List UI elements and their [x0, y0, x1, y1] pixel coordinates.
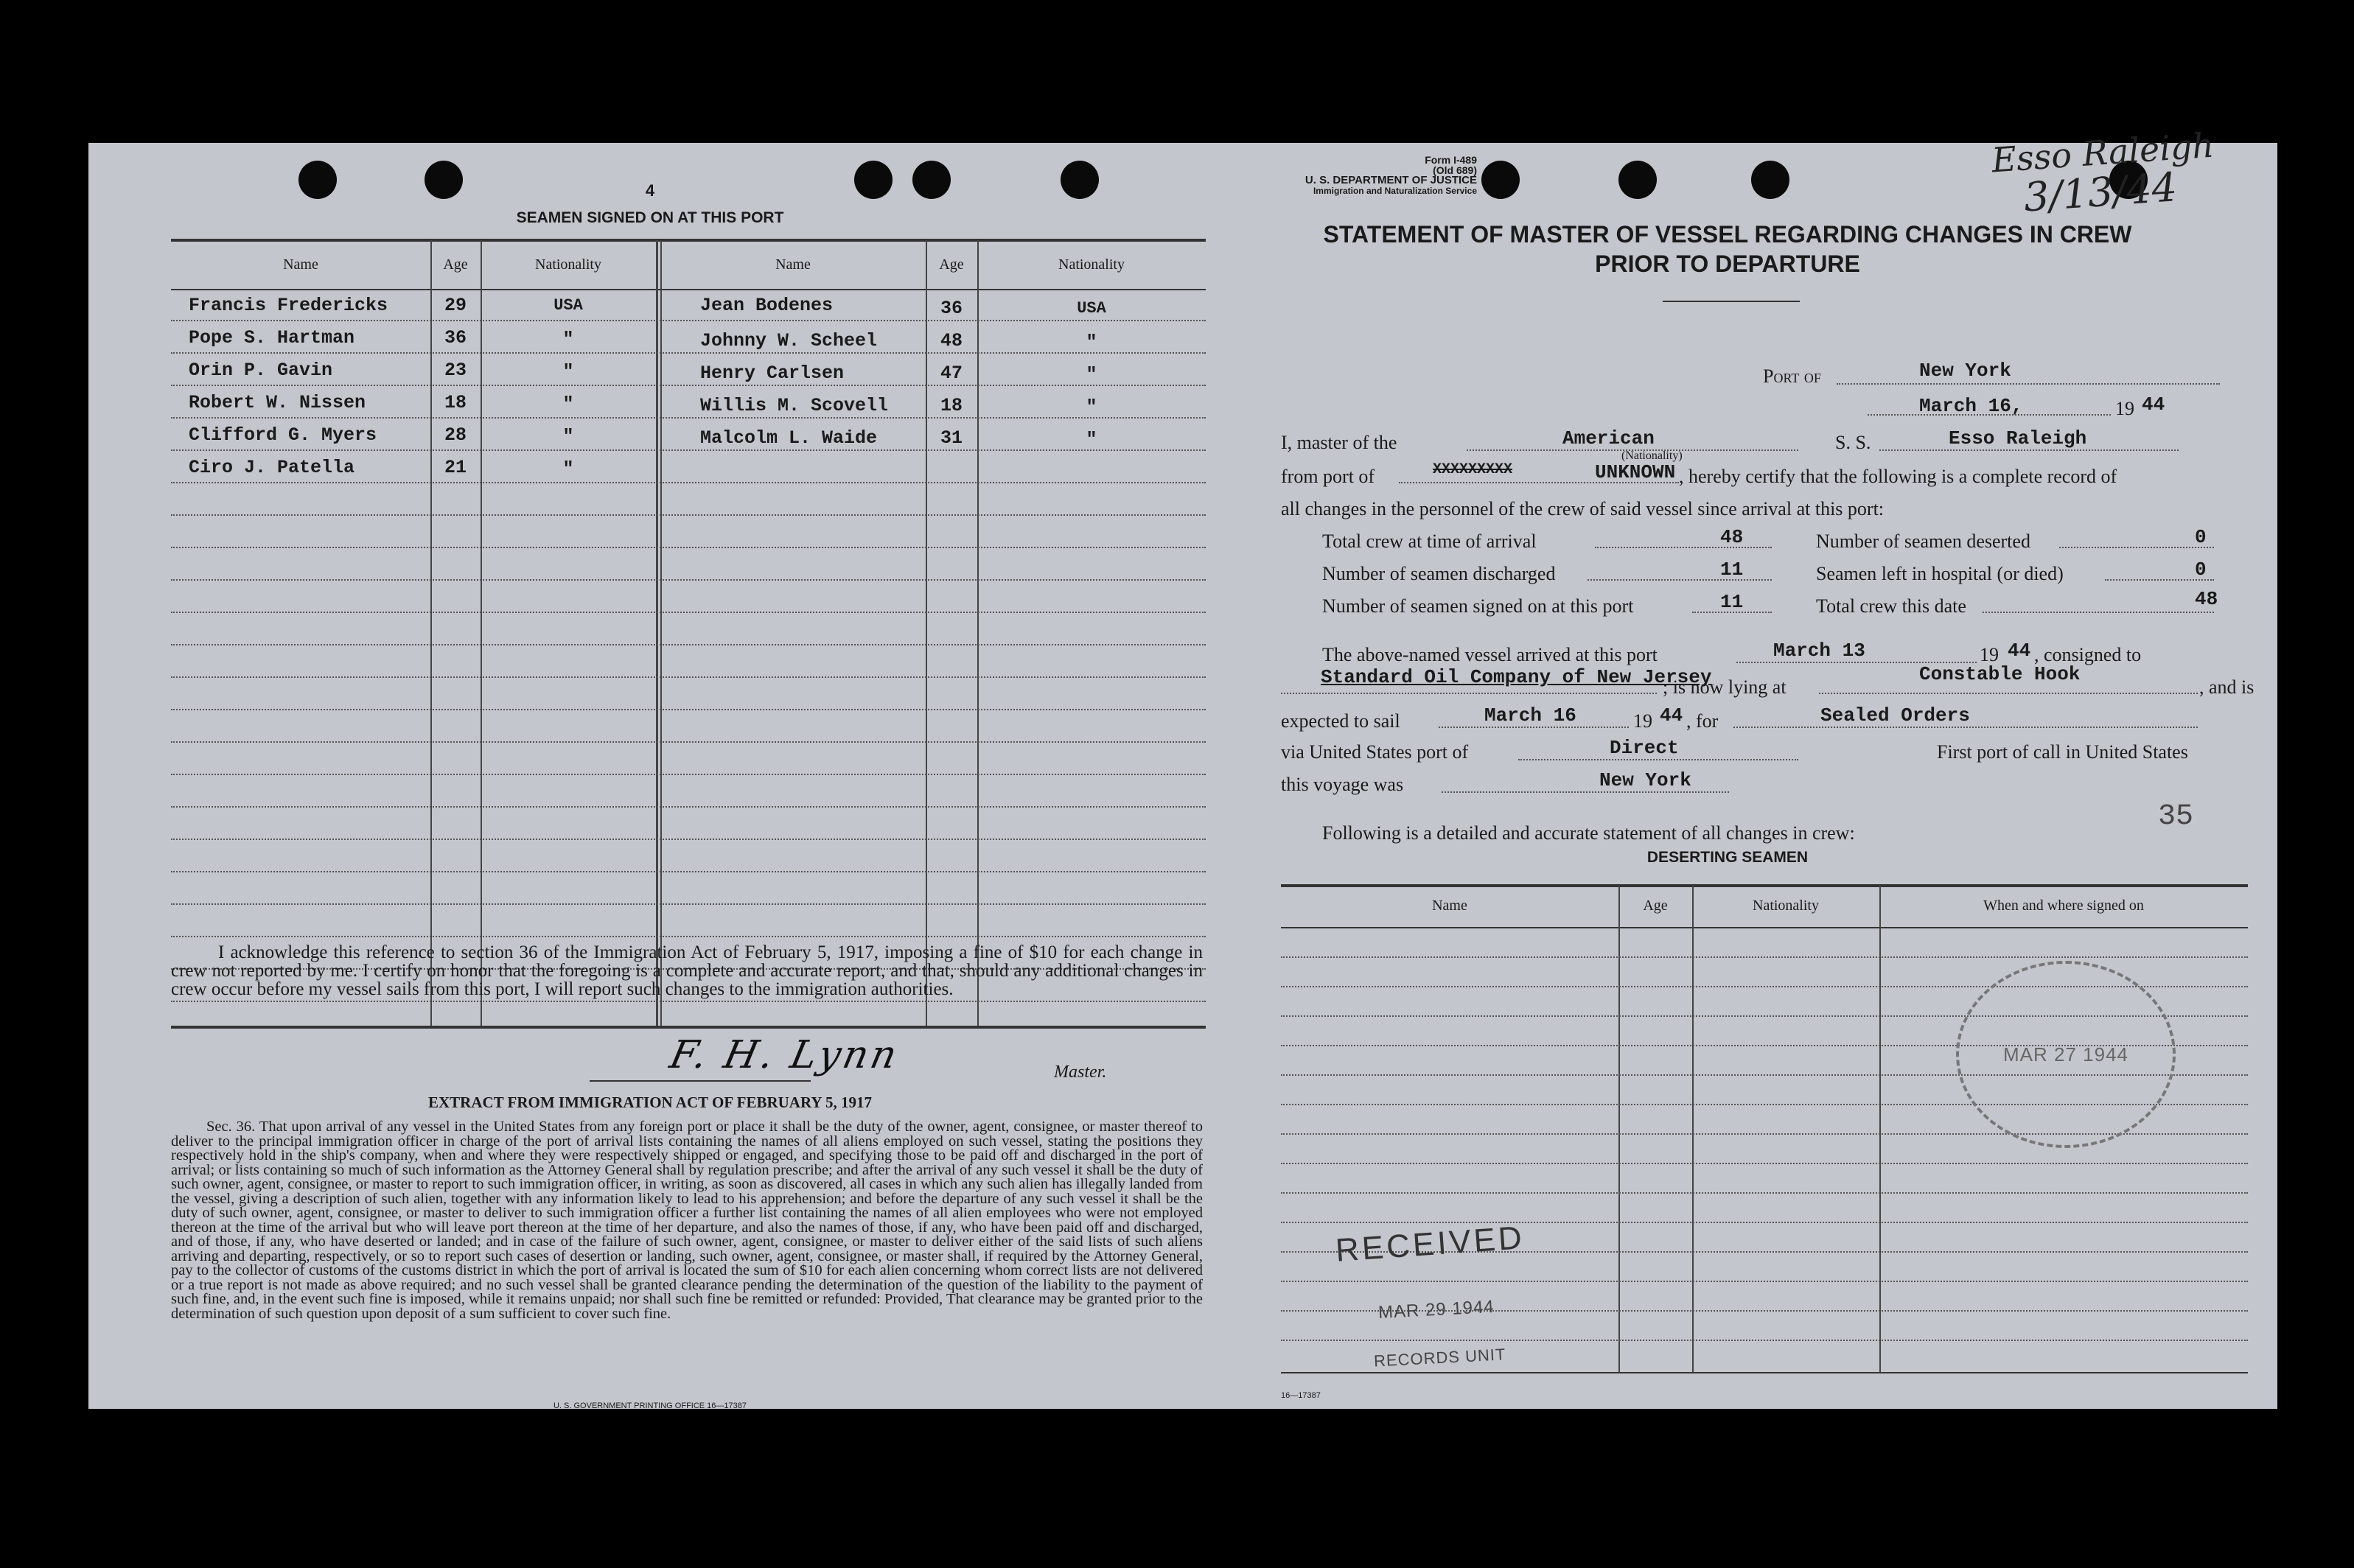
- section-title: DESERTING SEAMEN: [1646, 849, 1809, 866]
- column-divider: [430, 240, 432, 1026]
- voyage-port: New York: [1599, 769, 1691, 791]
- handwritten-note: [1991, 125, 2218, 220]
- seaman-nationality: ": [562, 329, 574, 350]
- seaman-name: Malcolm L. Waide: [700, 427, 878, 449]
- column-divider: [926, 240, 927, 1026]
- right-page: [1212, 125, 2277, 1409]
- punch-hole: [1618, 161, 1657, 199]
- column-divider: [660, 240, 662, 1026]
- seaman-nationality: USA: [1077, 299, 1106, 318]
- extract-text: Sec. 36. That upon arrival of any vessel in the United States from any foreign port or place it shall be the duty of the owner, agent, consignee, or master thereof to deliver to the principal immigration officer in charge of the port of arrival lists containing the names of all aliens employed on such vessel, stating the positions they respectively hold in the ship's company, when and where they were respectively shipped or engaged, and specifying those to be paid off and discharged in the port of arrival; or lists containing so much of such information as the Attorney General shall by regulation prescribe; and after the arrival of any such vessel it shall be the duty of such owner, agent, consignee, or master to report to such immigration officer, in writing, as soon as discovered, all cases in which any such alien has illegally landed from the vessel, giving a description of such alien, together with any information likely to lead to his apprehension; and before the departure of any such vessel it shall be the duty of such owner, agent, consignee, or master to deliver to such immigration officer a further list containing the names of all alien employees who were not employed thereon at the time of the arrival but who will leave port thereon at the time of her departure, and also the names of those, if any, who have been paid off and discharged, and of those, if any, who have deserted or landed; and in case of the failure of such owner, agent, consignee, or master to deliver either of the said lists of such aliens arriving and departing, respectively, or so to report such cases of desertion or landing, such owner, agent, consignee, or master shall, if required by the Attorney General, pay to the collector of customs of the customs district in which the port of arrival is located the sum of $10 for each alien concerning whom correct lists are not delivered or a true report is not made as above required; and no such vessel shall be granted clearance pending the determination of the question of the liability to the payment of such fine, and, in the event such fine is imposed, while it remains unpaid; nor shall such fine be remitted or refunded: Provided, That clearance may be granted prior to the determination of such question upon deposit of a sum sufficient to cover such fine.: [171, 1119, 1203, 1322]
- seaman-age: 29: [444, 295, 467, 316]
- via-port: Direct: [1610, 737, 1679, 759]
- and-is-label: , and is: [2199, 676, 2255, 698]
- year-prefix: 19: [2115, 398, 2134, 419]
- report-date: March 16,: [1919, 395, 2023, 417]
- table-bottom-rule: [171, 1026, 1206, 1029]
- seaman-name: Willis M. Scovell: [700, 395, 889, 416]
- consigned-label: , consigned to: [2034, 644, 2142, 665]
- consignee-line: [1281, 693, 1657, 694]
- table-title: SEAMEN SIGNED ON AT THIS PORT: [516, 209, 784, 226]
- seaman-name: Francis Fredericks: [189, 295, 388, 316]
- received-stamp: [1335, 1219, 1526, 1270]
- stat-label: Total crew this date: [1816, 595, 1966, 617]
- sail-year-prefix: 19: [1633, 710, 1652, 732]
- nationality-hint: (Nationality): [1621, 449, 1683, 462]
- seaman-name: Orin P. Gavin: [189, 360, 333, 381]
- from-port-value: UNKNOWN: [1595, 461, 1676, 483]
- nationality-line: [1467, 449, 1798, 451]
- seaman-nationality: ": [562, 426, 574, 447]
- from-port-line: [1399, 482, 1679, 483]
- stat-value: 48: [1720, 526, 1744, 548]
- page-number: 4: [645, 181, 655, 200]
- received-date: MAR 29 1944: [1377, 1296, 1495, 1323]
- form-old-number: (Old 689): [1433, 164, 1477, 176]
- column-header: Name: [775, 256, 811, 273]
- column-header: Age: [939, 256, 964, 273]
- seaman-nationality: ": [562, 458, 574, 480]
- seaman-age: 28: [444, 424, 467, 446]
- deserting-header-rule: [1281, 927, 2248, 928]
- seaman-age: 18: [940, 395, 963, 416]
- printer-note: U. S. GOVERNMENT PRINTING OFFICE 16—17387: [553, 1401, 747, 1410]
- column-header: Nationality: [535, 256, 601, 273]
- arrived-year-prefix: 19: [1980, 644, 1999, 665]
- consignee: Standard Oil Company of New Jersey: [1321, 666, 1712, 688]
- stat-value: 11: [1720, 559, 1744, 581]
- via-label: via United States port of: [1281, 741, 1469, 763]
- form-id: [1212, 155, 1477, 196]
- destination-line: [1733, 727, 2198, 728]
- seaman-age: 36: [940, 298, 963, 319]
- first-port-label: First port of call in United States: [1937, 741, 2188, 763]
- column-header: Nationality: [1058, 256, 1125, 273]
- stat-label: Number of seamen deserted: [1816, 531, 2030, 552]
- sail-label: expected to sail: [1281, 710, 1400, 732]
- stat-leader: [1595, 547, 1772, 548]
- date-line: [1868, 414, 2111, 416]
- from-port-label: from port of: [1281, 466, 1375, 487]
- column-divider: [656, 240, 658, 1026]
- stat-leader: [2059, 547, 2214, 548]
- punch-hole: [1751, 161, 1789, 199]
- signature-text: F. H. Lynn: [666, 1033, 904, 1077]
- from-port-struck: XXXXXXXXX: [1433, 461, 1513, 478]
- seaman-name: Jean Bodenes: [700, 295, 834, 316]
- stat-value: 11: [1720, 591, 1744, 613]
- received-label: RECEIVED: [1334, 1219, 1526, 1269]
- sail-date: March 16: [1484, 704, 1576, 727]
- vessel-line: [1879, 449, 2179, 451]
- port-label: Port of: [1763, 365, 1821, 387]
- seaman-age: 48: [940, 330, 963, 351]
- column-divider: [1618, 886, 1620, 1372]
- title-line-2: PRIOR TO DEPARTURE: [1595, 251, 1860, 277]
- round-date-stamp: [1956, 961, 2176, 1148]
- column-header: When and where signed on: [1983, 897, 2144, 914]
- year-value: 44: [2142, 393, 2165, 416]
- acknowledgment-text: I acknowledge this reference to section 36 of the Immigration Act of February 5, 1917, imposing a fine of $10 for each change in crew not reported by me. I certify on honor that the foregoing is a complete and accurate report, and that, should any additional changes in crew occur before my vessel sails from this port, I will report such changes to the immigration authorities.: [171, 942, 1203, 999]
- stat-label: Number of seamen signed on at this port: [1322, 595, 1634, 617]
- following-text: Following is a detailed and accurate statement of all changes in crew:: [1322, 822, 1855, 844]
- stat-value: 0: [2195, 559, 2207, 581]
- seaman-nationality: ": [1086, 332, 1097, 353]
- via-line: [1518, 759, 1798, 760]
- port-line: [1837, 383, 2220, 385]
- column-divider: [1692, 886, 1694, 1372]
- seaman-age: 31: [940, 427, 963, 449]
- seaman-name: Pope S. Hartman: [189, 327, 355, 349]
- signature-label: Master.: [1054, 1063, 1107, 1082]
- seaman-nationality: ": [1086, 396, 1097, 418]
- records-unit: RECORDS UNIT: [1373, 1345, 1506, 1371]
- destination: Sealed Orders: [1820, 704, 1970, 727]
- master-signature: [666, 1033, 904, 1077]
- service: Immigration and Naturalization Service: [1313, 186, 1477, 196]
- port-value: New York: [1919, 360, 2011, 382]
- voyage-label: this voyage was: [1281, 774, 1404, 795]
- column-divider: [977, 240, 979, 1026]
- stat-value: 0: [2195, 526, 2207, 548]
- column-header: Age: [1643, 897, 1668, 914]
- master-label: I, master of the: [1281, 432, 1397, 453]
- lying-label: ; is now lying at: [1663, 676, 1787, 698]
- seaman-name: Clifford G. Myers: [189, 424, 377, 446]
- seaman-nationality: ": [562, 393, 574, 415]
- signature-line: [590, 1080, 811, 1082]
- column-header: Nationality: [1753, 897, 1819, 914]
- form-title: [1212, 220, 2243, 279]
- lying-at: Constable Hook: [1919, 663, 2081, 685]
- handwritten-vessel: Esso Raleigh: [1990, 125, 2215, 181]
- seaman-age: 18: [444, 392, 467, 413]
- stat-leader: [1588, 579, 1772, 581]
- deserting-table-top: [1281, 884, 2248, 887]
- seaman-name: Robert W. Nissen: [189, 392, 366, 413]
- seaman-nationality: ": [562, 361, 574, 382]
- stat-label: Total crew at time of arrival: [1322, 531, 1537, 552]
- deserting-table-bottom: [1281, 1372, 2248, 1373]
- round-stamp-date: MAR 27 1944: [2003, 1043, 2128, 1065]
- arrived-date: March 13: [1773, 640, 1865, 662]
- seaman-name: Ciro J. Patella: [189, 457, 355, 478]
- voyage-line: [1442, 791, 1729, 793]
- column-divider: [481, 240, 482, 1026]
- seaman-name: Johnny W. Scheel: [700, 330, 878, 351]
- certify-text-2: all changes in the personnel of the crew of said vessel since arrival at this port:: [1281, 498, 1885, 519]
- arrived-label: The above-named vessel arrived at this port: [1322, 644, 1658, 665]
- sail-line: [1439, 727, 1629, 728]
- seaman-age: 47: [940, 363, 963, 384]
- sail-year: 44: [1660, 704, 1683, 727]
- department: U. S. DEPARTMENT OF JUSTICE: [1305, 174, 1477, 186]
- title-line-1: STATEMENT OF MASTER OF VESSEL REGARDING CHANGES IN CREW: [1323, 221, 2132, 248]
- lying-line: [1819, 693, 2198, 694]
- printer-note: 16—17387: [1281, 1391, 1321, 1400]
- seaman-nationality: ": [1086, 364, 1097, 385]
- column-divider: [1879, 886, 1881, 1372]
- seaman-age: 36: [444, 327, 467, 349]
- vessel-name: Esso Raleigh: [1949, 427, 2087, 449]
- seaman-age: 21: [444, 457, 467, 478]
- stat-label: Number of seamen discharged: [1322, 563, 1556, 584]
- ss-label: S. S.: [1835, 432, 1871, 453]
- form-number: Form I-489: [1425, 154, 1477, 166]
- for-label: , for: [1686, 710, 1719, 732]
- stat-label: Seamen left in hospital (or died): [1816, 563, 2064, 584]
- column-header: Name: [1432, 897, 1467, 914]
- vessel-nationality: American: [1562, 427, 1655, 449]
- title-rule: [1663, 301, 1800, 302]
- column-header: Age: [443, 256, 468, 273]
- stat-value: 48: [2195, 588, 2218, 610]
- left-page: [88, 143, 1212, 1409]
- seaman-nationality: ": [1086, 429, 1097, 450]
- handwritten-date: 3/13/44: [2022, 164, 2179, 221]
- column-header: Name: [283, 256, 318, 273]
- seaman-nationality: USA: [553, 296, 583, 315]
- punch-hole: [1481, 161, 1520, 199]
- certify-text: , hereby certify that the following is a complete record of: [1679, 466, 2117, 487]
- seaman-age: 23: [444, 360, 467, 381]
- page-stamp-number: 35: [2158, 800, 2194, 833]
- table-top-rule: [171, 239, 1206, 242]
- extract-title: EXTRACT FROM IMMIGRATION ACT OF FEBRUARY 5, 1917: [427, 1093, 873, 1111]
- arrived-year: 44: [2008, 640, 2031, 662]
- stat-leader: [1983, 612, 2214, 613]
- seaman-name: Henry Carlsen: [700, 363, 845, 384]
- header-rule: [171, 289, 1206, 290]
